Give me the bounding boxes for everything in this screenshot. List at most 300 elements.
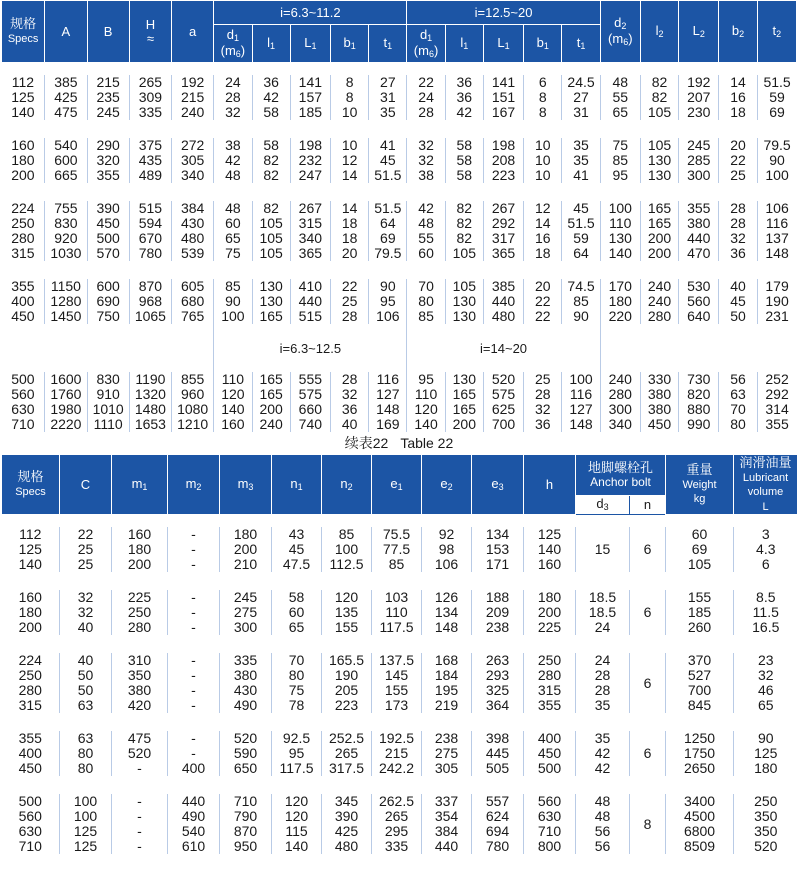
table-cell: 70 — [272, 653, 322, 668]
table-cell: 252 — [765, 371, 789, 387]
table-cell: 500 — [524, 761, 576, 776]
table-cell: 335 — [372, 839, 422, 854]
table-cell: 292 — [765, 386, 789, 402]
table-row — [2, 839, 798, 854]
table-cell: 18 — [330, 231, 368, 246]
table-cell: 38 — [407, 168, 445, 183]
table-cell: 300 — [220, 620, 272, 635]
table-cell: 56 — [576, 839, 630, 854]
table-cell: 28 — [524, 387, 562, 402]
table-cell: 18 — [719, 105, 757, 120]
table-cell: 80 — [719, 417, 757, 432]
table-cell: - — [112, 794, 168, 809]
header-specs-2: 规格 Specs — [2, 455, 60, 515]
table-cell: 105 — [252, 246, 290, 261]
table-cell: 56 — [576, 824, 630, 839]
table-cell: 58 — [445, 138, 483, 153]
table-cell: 35 — [369, 105, 407, 120]
header-L1-g1: $L_1$ — [290, 25, 330, 63]
table-cell: 140 — [524, 542, 576, 557]
table-cell: 400 — [168, 761, 220, 776]
table-cell: 116 — [562, 387, 600, 402]
table-row — [2, 279, 797, 294]
table-cell: 120 — [214, 387, 252, 402]
table-cell: 100 — [60, 794, 112, 809]
table-cell: 117.5 — [272, 761, 322, 776]
table-cell: 694 — [472, 824, 524, 839]
table-cell: 24 — [214, 75, 252, 90]
table-row — [2, 557, 798, 572]
table-cell: 240 — [172, 105, 214, 120]
table-cell: 247 — [290, 168, 330, 183]
table-row — [2, 542, 798, 557]
header-b2: $b_2$ — [719, 1, 757, 63]
table-cell: 250 — [524, 653, 576, 668]
table-cell: 200 — [524, 605, 576, 620]
table-cell: 435 — [129, 153, 171, 168]
table-cell: 32 — [524, 402, 562, 417]
table-row — [2, 90, 797, 105]
table-cell: 130 — [445, 372, 483, 387]
table-cell — [576, 527, 630, 542]
header-n: n — [630, 496, 666, 515]
table-cell: 125 — [2, 90, 45, 105]
table-cell: 167 — [483, 105, 523, 120]
table-cell: 450 — [524, 746, 576, 761]
table-cell: 200 — [640, 246, 678, 261]
table-cell: 23 — [757, 652, 774, 668]
table-cell: 440 — [290, 294, 330, 309]
table-cell: 112.5 — [322, 557, 372, 572]
table-cell: 200 — [640, 231, 678, 246]
table-cell: 36 — [330, 402, 368, 417]
table-cell: 12 — [524, 201, 562, 216]
table-cell: 58 — [445, 168, 483, 183]
table-cell: 155 — [666, 590, 734, 605]
table-cell: 390 — [87, 201, 129, 216]
table-cell: 90 — [562, 309, 600, 324]
table-cell: 59 — [769, 89, 785, 105]
table-cell: 272 — [172, 138, 214, 153]
table-cell: 85 — [407, 309, 445, 324]
table-cell: 106 — [369, 309, 407, 324]
table-cell: 1980 — [45, 402, 87, 417]
table-cell: 345 — [322, 794, 372, 809]
table-cell: 1150 — [45, 279, 87, 294]
table-cell: 475 — [45, 105, 87, 120]
header-a: a — [172, 1, 214, 63]
header-t2: $t_2$ — [757, 1, 796, 63]
table-row — [2, 372, 797, 387]
table-cell: - — [168, 653, 220, 668]
table-cell: 380 — [640, 402, 678, 417]
table-cell: 46 — [757, 682, 774, 698]
table-cell: 315 — [290, 216, 330, 231]
table-cell: 63 — [60, 698, 112, 713]
table-cell: - — [168, 620, 220, 635]
header-d2: $d_2$ $(m_6)$ — [600, 1, 640, 63]
table-cell: 209 — [472, 605, 524, 620]
table-cell: 55 — [600, 90, 640, 105]
table-cell: 65 — [272, 620, 322, 635]
table-cell: 100 — [60, 809, 112, 824]
table-cell: 310 — [112, 653, 168, 668]
header-m3: $m_3$ — [220, 455, 272, 515]
table-row — [2, 153, 797, 168]
table-cell: 165 — [252, 309, 290, 324]
table-row — [2, 527, 798, 542]
dimension-table-2 — [1, 454, 798, 854]
table-cell: 305 — [422, 761, 472, 776]
table-cell: 400 — [524, 731, 576, 746]
table-cell: 185 — [666, 605, 734, 620]
table-cell: 265 — [322, 746, 372, 761]
dimension-table-1 — [1, 0, 797, 432]
table-cell: 82 — [445, 201, 483, 216]
header-lubricant: 润滑油量 Lubricant volume L — [734, 455, 798, 515]
table-cell: 65 — [600, 105, 640, 120]
table-cell: 250 — [754, 793, 778, 809]
table-cell: 300 — [679, 168, 719, 183]
table-cell: 130 — [640, 168, 678, 183]
table-cell: 400 — [2, 294, 45, 309]
table-cell: 845 — [666, 698, 734, 713]
header-t1-g1: $t_1$ — [369, 25, 407, 63]
table-cell: 77.5 — [372, 542, 422, 557]
table-cell: 440 — [679, 231, 719, 246]
table-cell: 45 — [272, 542, 322, 557]
table-cell: 350 — [754, 823, 778, 839]
table-cell: 12 — [330, 153, 368, 168]
table-cell: 140 — [600, 246, 640, 261]
table-cell: 710 — [220, 794, 272, 809]
table-cell: 40 — [60, 653, 112, 668]
table-cell: 475 — [112, 731, 168, 746]
table-cell: 1600 — [45, 372, 87, 387]
table-cell: 105 — [640, 105, 678, 120]
table-cell: 200 — [2, 620, 60, 635]
table-cell: 610 — [168, 839, 220, 854]
table-cell: 80 — [272, 668, 322, 683]
table-cell: 315 — [2, 246, 45, 261]
table-cell: 16 — [719, 90, 757, 105]
header-L2: $L_2$ — [679, 1, 719, 63]
table-row — [2, 590, 798, 605]
table-cell: 16.5 — [752, 619, 780, 635]
table-cell: 208 — [483, 153, 523, 168]
table-cell: - — [168, 746, 220, 761]
table-cell: 130 — [252, 294, 290, 309]
table-cell: 22 — [524, 294, 562, 309]
table-cell: 680 — [172, 294, 214, 309]
table-cell: 28 — [407, 105, 445, 120]
table-cell: 450 — [87, 216, 129, 231]
table-cell: 51.5 — [763, 74, 791, 90]
table-cell: 500 — [87, 231, 129, 246]
table-cell: 425 — [45, 90, 87, 105]
table-cell: 355 — [679, 201, 719, 216]
table-cell: 570 — [87, 246, 129, 261]
table-cell: 10 — [524, 153, 562, 168]
table-cell: 125 — [2, 542, 60, 557]
table-row — [2, 794, 798, 809]
table-cell: 730 — [679, 372, 719, 387]
table-cell: 385 — [45, 75, 87, 90]
table-cell: 127 — [562, 402, 600, 417]
table-cell: 950 — [220, 839, 272, 854]
table-cell: 520 — [220, 731, 272, 746]
table-cell: 165 — [445, 402, 483, 417]
table-cell: 755 — [45, 201, 87, 216]
table-cell: 870 — [220, 824, 272, 839]
table-cell: 295 — [372, 824, 422, 839]
table-cell: 1110 — [87, 417, 129, 432]
table-cell: 95 — [272, 746, 322, 761]
table-cell: 165 — [640, 216, 678, 231]
table-cell: 640 — [679, 309, 719, 324]
table-cell: 90 — [769, 152, 785, 168]
table-cell: 180 — [2, 153, 45, 168]
table-cell: 134 — [472, 527, 524, 542]
table-cell: 125 — [524, 527, 576, 542]
table-cell: 41 — [562, 168, 600, 183]
table-cell: 195 — [422, 683, 472, 698]
table-cell: 130 — [445, 309, 483, 324]
table-cell: 265 — [129, 75, 171, 90]
table-cell: 55 — [407, 231, 445, 246]
table-cell: 100 — [322, 542, 372, 557]
table-cell: 69 — [769, 104, 785, 120]
table-cell: 910 — [87, 387, 129, 402]
table-cell: 180 — [600, 294, 640, 309]
table-cell: 420 — [112, 698, 168, 713]
table-cell: 130 — [600, 231, 640, 246]
table-cell: 10 — [330, 138, 368, 153]
table-cell: 245 — [87, 105, 129, 120]
table-cell: 265 — [372, 809, 422, 824]
table-cell: 103 — [372, 590, 422, 605]
table-row — [2, 698, 798, 713]
anchor-bolt-count: 6 — [630, 653, 666, 713]
table-cell: - — [112, 761, 168, 776]
table-cell: 280 — [112, 620, 168, 635]
table-cell: 1190 — [129, 372, 171, 387]
table-cell: 450 — [640, 417, 678, 432]
table-cell: 130 — [445, 294, 483, 309]
table-cell: 31 — [562, 105, 600, 120]
table-cell: 28 — [330, 309, 368, 324]
table-cell: 171 — [472, 557, 524, 572]
table-row — [2, 231, 797, 246]
table-cell: 36 — [445, 90, 483, 105]
table-cell: 320 — [87, 153, 129, 168]
table-cell: 18 — [330, 216, 368, 231]
table-cell: 560 — [2, 809, 60, 824]
table-cell: 600 — [45, 153, 87, 168]
table-cell: 365 — [483, 246, 523, 261]
table-cell: 200 — [2, 168, 45, 183]
table-cell: 190 — [765, 293, 789, 309]
table-cell: 350 — [754, 808, 778, 824]
table-cell: 100 — [765, 167, 789, 183]
table-cell: 60 — [666, 527, 734, 542]
table-cell: 82 — [445, 231, 483, 246]
table-cell: 2650 — [666, 761, 734, 776]
table-cell: 32 — [330, 387, 368, 402]
header-specs: 规格 Specs — [2, 1, 45, 63]
table-cell: 180 — [524, 590, 576, 605]
table-cell: 157 — [290, 90, 330, 105]
header-e3: $e_3$ — [472, 455, 524, 515]
table-cell: 400 — [2, 746, 60, 761]
table-cell: 375 — [129, 138, 171, 153]
table-cell: 219 — [422, 698, 472, 713]
table-cell: 79.5 — [369, 246, 407, 261]
table-cell: 240 — [252, 417, 290, 432]
table-cell: 58 — [445, 153, 483, 168]
table-cell: 2220 — [45, 417, 87, 432]
table-cell: 430 — [220, 683, 272, 698]
table-cell: 130 — [640, 153, 678, 168]
table-cell: 58 — [252, 105, 290, 120]
table-cell: 390 — [322, 809, 372, 824]
table-cell: 830 — [87, 372, 129, 387]
table-cell: 35 — [576, 698, 630, 713]
table-cell: 225 — [524, 620, 576, 635]
table-cell: 765 — [172, 309, 214, 324]
table-cell: 6 — [524, 75, 562, 90]
table-cell: - — [168, 668, 220, 683]
table-row — [2, 653, 798, 668]
table-cell: 14 — [330, 168, 368, 183]
table-cell: 425 — [322, 824, 372, 839]
caption-en: Table 22 — [400, 435, 454, 451]
table-cell: 490 — [168, 809, 220, 824]
table-cell: 350 — [112, 668, 168, 683]
table-cell: 340 — [600, 417, 640, 432]
table-cell: 117.5 — [372, 620, 422, 635]
table-cell: 24 — [407, 90, 445, 105]
header-group-ratio-2: i=12.5~20 — [407, 1, 600, 25]
table-cell: 28 — [576, 668, 630, 683]
table-cell: 15 — [576, 542, 630, 557]
table-cell: 38 — [214, 138, 252, 153]
table-cell: 82 — [252, 201, 290, 216]
table-cell: 155 — [322, 620, 372, 635]
table-cell: 51.5 — [369, 201, 407, 216]
anchor-bolt-count: 6 — [630, 590, 666, 635]
table-cell: 315 — [2, 698, 60, 713]
table-cell: 430 — [172, 216, 214, 231]
table-cell: 165 — [640, 201, 678, 216]
table-cell: 317.5 — [322, 761, 372, 776]
table-cell: 235 — [87, 90, 129, 105]
table-cell: 520 — [483, 372, 523, 387]
table-cell: 215 — [372, 746, 422, 761]
table-cell: 63 — [60, 731, 112, 746]
table-cell: 1010 — [87, 402, 129, 417]
table-cell: 20 — [524, 279, 562, 294]
table-cell: 105 — [252, 216, 290, 231]
table-cell: 69 — [666, 542, 734, 557]
table-cell: 335 — [129, 105, 171, 120]
table-cell: 42 — [252, 90, 290, 105]
table-cell: 43 — [272, 527, 322, 542]
header-e2: $e_2$ — [422, 455, 472, 515]
table-cell: 8 — [330, 75, 368, 90]
table-cell: 105 — [640, 138, 678, 153]
table-cell: 4500 — [666, 809, 734, 824]
table-cell: 32 — [214, 105, 252, 120]
table-cell: 275 — [422, 746, 472, 761]
table-cell: 75.5 — [372, 527, 422, 542]
table-cell: 137.5 — [372, 653, 422, 668]
table-cell: 22 — [524, 309, 562, 324]
table-cell: 51.5 — [562, 216, 600, 231]
table-cell: 92 — [422, 527, 472, 542]
table-cell: 280 — [2, 231, 45, 246]
table-cell: 85 — [214, 279, 252, 294]
table-cell: - — [168, 542, 220, 557]
table-cell: 36 — [445, 75, 483, 90]
table-cell: 35 — [576, 731, 630, 746]
table-cell: 165.5 — [322, 653, 372, 668]
table-cell: 3 — [761, 526, 770, 542]
table-cell: 1760 — [45, 387, 87, 402]
table-cell: 520 — [112, 746, 168, 761]
table-row — [2, 105, 797, 120]
table-cell: 20 — [330, 246, 368, 261]
mid-group-ratio-1: i=6.3~12.5 — [214, 324, 407, 372]
table-cell: 58 — [272, 590, 322, 605]
table-cell: 820 — [679, 387, 719, 402]
table-cell: 24.5 — [562, 75, 600, 90]
table-cell: 450 — [2, 309, 45, 324]
table-row — [2, 246, 797, 261]
table-cell: 370 — [666, 653, 734, 668]
table-row — [2, 824, 798, 839]
table-cell: 198 — [290, 138, 330, 153]
table-cell: 40 — [719, 279, 757, 294]
table-cell: 489 — [129, 168, 171, 183]
table-cell: 200 — [220, 542, 272, 557]
table-cell: 200 — [252, 402, 290, 417]
table-row — [2, 201, 797, 216]
table-cell: 160 — [2, 138, 45, 153]
table-cell: 280 — [524, 668, 576, 683]
table-cell: 224 — [2, 201, 45, 216]
table-cell: 8 — [524, 90, 562, 105]
table-cell: 223 — [483, 168, 523, 183]
anchor-bolt-count: 6 — [630, 527, 666, 572]
header-t1-g2: $t_1$ — [562, 25, 600, 63]
table-cell: 560 — [2, 387, 45, 402]
table-cell: 337 — [422, 794, 472, 809]
table-row — [2, 731, 798, 746]
table-cell: 185 — [290, 105, 330, 120]
table-cell: 335 — [220, 653, 272, 668]
table-cell: 557 — [472, 794, 524, 809]
table-cell: 32 — [407, 138, 445, 153]
table-row — [2, 387, 797, 402]
table-cell: 28 — [214, 90, 252, 105]
table-cell: 48 — [214, 201, 252, 216]
table-cell: 179 — [765, 278, 789, 294]
table-cell: 600 — [87, 279, 129, 294]
table-cell: 340 — [172, 168, 214, 183]
header-n2: $n_2$ — [322, 455, 372, 515]
table-cell: 25 — [524, 372, 562, 387]
